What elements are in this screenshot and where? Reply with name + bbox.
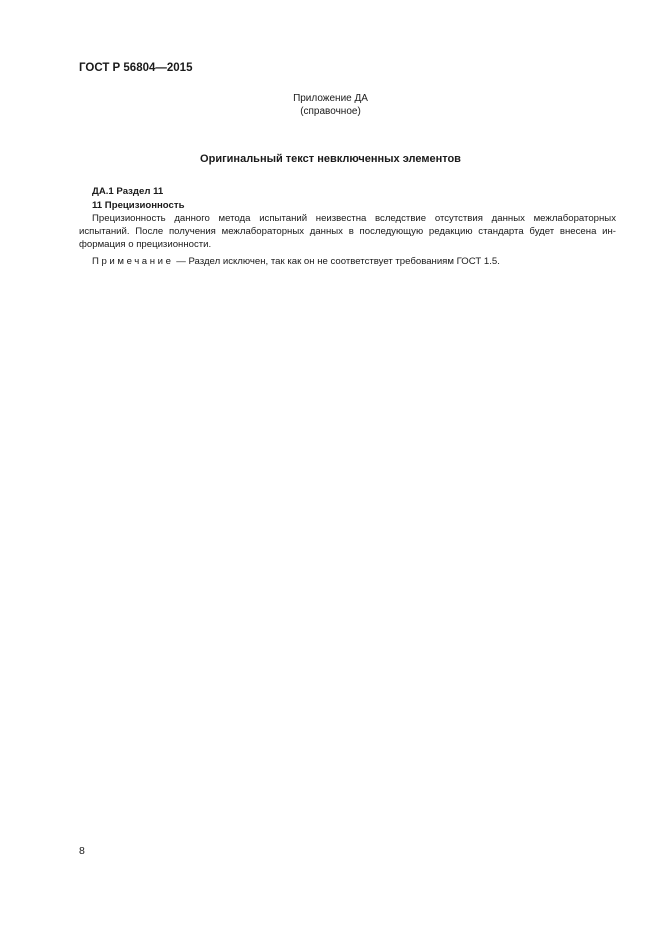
document-code: ГОСТ Р 56804—2015 — [79, 62, 193, 74]
note — [92, 256, 500, 267]
subsection-heading: ДА.1 Раздел 11 — [92, 186, 164, 197]
page-number: 8 — [79, 845, 85, 857]
note-label: Примечание — [92, 256, 174, 267]
section-title: Оригинальный текст невключенных элементов — [200, 153, 461, 165]
paragraph-line: Прецизионность данного метода испытаний неизвестна вследствие отсутствия данных межлабораторных — [92, 213, 616, 224]
paragraph-line: формация о прецизионности. — [79, 239, 212, 250]
note-text: — Раздел исключен, так как он не соответствует требованиям ГОСТ 1.5. — [173, 256, 500, 267]
clause-heading: 11 Прецизионность — [92, 200, 185, 211]
appendix-kind: (справочное) — [300, 106, 361, 117]
paragraph-line: испытаний. После получения межлабораторных данных в последующую редакцию стандарта будет внесена ин- — [79, 226, 616, 237]
appendix-title: Приложение ДА — [293, 93, 368, 104]
